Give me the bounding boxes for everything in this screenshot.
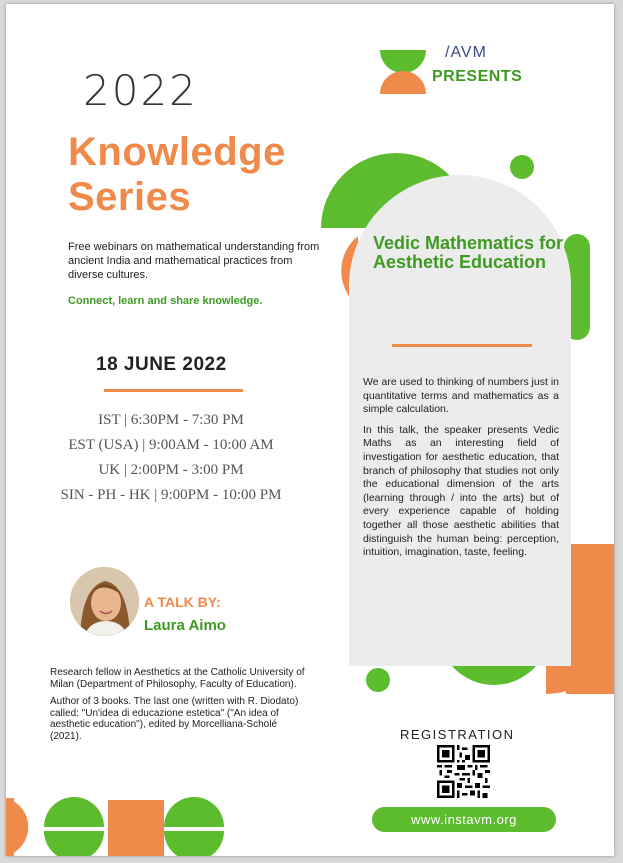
presents-label: PRESENTS bbox=[432, 68, 523, 85]
bio-paragraph-1: Research fellow in Aesthetics at the Catholic University of Milan (Department of Philosophy, Faculty of Education). bbox=[50, 667, 305, 690]
registration-label: REGISTRATION bbox=[400, 727, 515, 742]
speaker-name: Laura Aimo bbox=[144, 617, 226, 634]
green-dot-top bbox=[510, 155, 534, 179]
speaker-bio bbox=[50, 667, 306, 748]
time-ist: IST | 6:30PM - 7:30 PM bbox=[98, 412, 244, 428]
orange-block-right bbox=[566, 544, 614, 694]
time-uk: UK | 2:00PM - 3:00 PM bbox=[98, 462, 244, 478]
abstract-paragraph-2: In this talk, the speaker presents Vedic Maths as an interesting field of investigation for aesthetic education, that branch of philosophy that studies not only the educational dimension of the arts (learning through / into the arts) but of every experience capable of holding together all those aesthetic abilities that distinguish the human being: perception, intuition, imagination, taste, feeling. bbox=[363, 423, 559, 559]
time-est: EST (USA) | 9:00AM - 10:00 AM bbox=[68, 437, 274, 453]
qr-code-icon[interactable] bbox=[437, 745, 490, 798]
time-sin: SIN - PH - HK | 9:00PM - 10:00 PM bbox=[60, 487, 282, 503]
series-description: Free webinars on mathematical understanding from ancient India and mathematical practices from diverse cultures. bbox=[68, 241, 320, 281]
talk-title: Vedic Mathematics for Aesthetic Education bbox=[373, 233, 564, 272]
time-list bbox=[26, 408, 316, 508]
talk-abstract bbox=[363, 376, 559, 567]
title-underline bbox=[392, 344, 532, 347]
speaker-photo bbox=[70, 567, 139, 636]
series-title-line1: Knowledge bbox=[68, 130, 286, 174]
green-dot-bottom bbox=[366, 668, 390, 692]
talk-by-label: A TALK BY: bbox=[144, 594, 221, 610]
poster bbox=[6, 4, 614, 856]
hourglass-logo-icon bbox=[380, 48, 426, 96]
series-tagline: Connect, learn and share knowledge. bbox=[68, 295, 263, 307]
date-underline bbox=[104, 389, 243, 392]
bio-paragraph-2: Author of 3 books. The last one (written with R. Diodato) called: "Un'idea di educazione estetica" ("An idea of aesthetic education"), edited by Morcelliana-Scholé (2021). bbox=[50, 696, 299, 742]
event-date: 18 JUNE 2022 bbox=[96, 354, 227, 375]
website-link-button[interactable]: www.instavm.org bbox=[372, 807, 556, 832]
organizer-logo: /AVM bbox=[445, 44, 487, 61]
event-year: 2022 bbox=[83, 66, 198, 115]
abstract-paragraph-1: We are used to thinking of numbers just in quantitative terms and mathematics as a simple calculation. bbox=[363, 376, 559, 416]
series-title-line2: Series bbox=[68, 175, 192, 219]
